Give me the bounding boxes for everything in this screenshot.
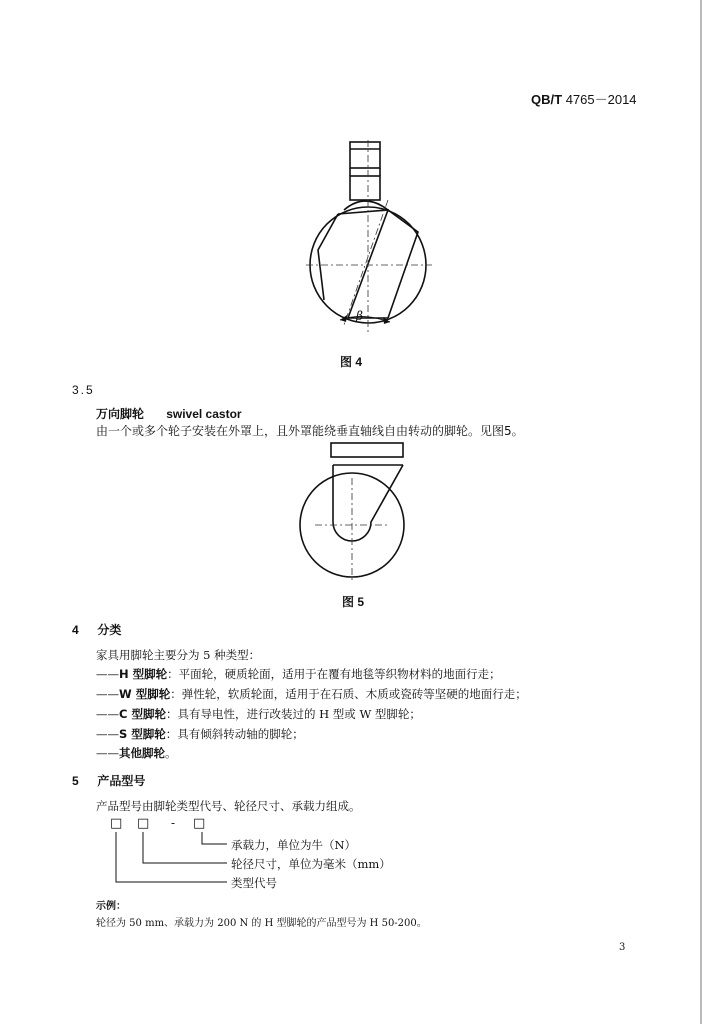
list-item: ——S 型脚轮：具有倾斜转动轴的脚轮； (96, 727, 304, 741)
section5-number: 5 (72, 774, 79, 788)
standard-number: 4765－2014 (565, 92, 637, 107)
term-definition: 由一个或多个轮子安装在外罩上，且外罩能绕垂直轴线自由转动的脚轮。见图5。 (96, 424, 524, 438)
beta-angle-label: β (356, 309, 363, 323)
figure4-drawing (300, 140, 440, 340)
section4-heading (72, 621, 121, 638)
list-item: ——W 型脚轮：弹性轮，软质轮面，适用于在石质、木质或瓷砖等坚硬的地面行走； (96, 687, 527, 701)
page-edge-line (700, 0, 702, 1024)
legend-load: 承载力，单位为牛（N） (231, 838, 357, 852)
section5-heading (72, 772, 145, 789)
stem-thread-bottom (350, 176, 380, 200)
legend-type: 类型代号 (231, 876, 277, 890)
term-heading (96, 403, 242, 422)
model-code-box-type: □ (110, 816, 123, 831)
legend-diameter: 轮径尺寸，单位为毫米（mm） (231, 857, 391, 871)
figure5-drawing (295, 440, 415, 590)
section4-title: 分类 (97, 623, 122, 637)
standard-header (531, 89, 637, 108)
section5-intro: 产品型号由脚轮类型代号、轮径尺寸、承载力组成。 (96, 799, 361, 813)
example-label: 示例： (96, 901, 126, 912)
list-item: ——其他脚轮。 (96, 746, 177, 760)
figure5-caption: 图 5 (342, 595, 365, 609)
model-code-box-load: □ (193, 816, 206, 831)
section4-number: 4 (72, 623, 79, 637)
list-item: ——C 型脚轮：具有导电性，进行改装过的 H 型或 W 型脚轮； (96, 707, 421, 721)
mounting-plate (331, 443, 403, 457)
standard-id: QB/T (531, 92, 563, 107)
page-number: 3 (619, 942, 626, 953)
list-item: ——H 型脚轮：平面轮，硬质轮面，适用于在覆有地毯等织物材料的地面行走； (96, 667, 501, 681)
example-text: 轮径为 50 mm、承载力为 200 N 的 H 型脚轮的产品型号为 H 50-200。 (96, 918, 427, 929)
section4-intro: 家具用脚轮主要分为 5 种类型： (96, 648, 261, 662)
model-code-dash: - (171, 816, 176, 830)
term-chinese: 万向脚轮 (96, 407, 145, 421)
model-code-box-diameter: □ (137, 816, 150, 831)
section5-title: 产品型号 (97, 774, 146, 788)
fork-housing (333, 465, 403, 541)
clause-number: 3.5 (72, 383, 95, 397)
figure4-caption: 图 4 (340, 355, 363, 369)
term-english: swivel castor (166, 407, 242, 421)
stem-thread-top (350, 142, 380, 168)
model-code-leader-lines (110, 830, 240, 890)
